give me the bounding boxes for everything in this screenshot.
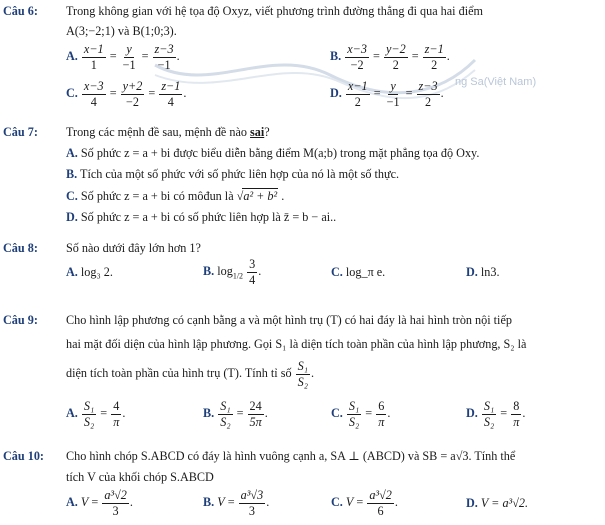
question-6-option-b[interactable]: B. $\frac{x-3}{-2}$ = $\frac{y-2}{2}$ = $\frac{z-1}{2}$ . (330, 42, 450, 72)
question-9-stem-line2: hai mặt đối diện của hình lập phương. Gọi S₁ là diện tích toàn phần của hình lập phương, S₂ là (66, 337, 527, 351)
option-d-label: D. (330, 86, 342, 101)
question-7-option-c[interactable]: C. Số phức z = a + bi có môđun là √a² + b² . (66, 189, 285, 203)
option-a-label: A. (66, 146, 78, 160)
question-6-option-d[interactable]: D. $\frac{x-1}{2}$ = $\frac{y}{-1}$ = $\frac{z-3}{2}$ . (330, 79, 444, 109)
question-10-option-d[interactable]: D. V = a³√2. (466, 496, 529, 510)
option-c-label: C. (331, 406, 343, 421)
option-c-label: C. (331, 265, 343, 279)
option-b-label: B. (330, 49, 342, 64)
question-8-label: Câu 8: (3, 241, 38, 255)
option-c-label: C. (66, 86, 78, 101)
option-d-label: D. (66, 210, 78, 224)
question-6-stem-line2: A(3;−2;1) và B(1;0;3). (66, 24, 177, 38)
option-a-label: A. (66, 406, 78, 421)
question-9-option-a[interactable]: A. $\frac{\text{S₁}}{\text{S₂}}$ = $\frac{4}{\pi}$ . (66, 399, 126, 429)
question-10-label: Câu 10: (3, 449, 44, 463)
question-6-option-a[interactable]: A. $\frac{x-1}{1}$ = $\frac{y}{-1}$ = $\frac{z-3}{-1}$ . (66, 42, 180, 72)
option-d-label: D. (466, 496, 478, 510)
option-c-label: C. (331, 495, 343, 510)
question-8-option-c[interactable]: C. log_π e. (331, 265, 386, 279)
question-8-stem: Số nào dưới đây lớn hơn 1? (66, 241, 201, 255)
question-10-option-b[interactable]: B. V = $\frac{\text{a³√3}}{3}$ . (203, 488, 270, 518)
option-a-label: A. (66, 265, 78, 279)
option-b-label: B. (203, 264, 215, 279)
question-9-stem-line3: diện tích toàn phần của hình trụ (T). Tính tỉ số $\frac{\text{S₁}}{\text{S₂}}$ . (66, 359, 314, 389)
option-d-label: D. (466, 406, 478, 421)
option-b-label: B. (203, 495, 215, 510)
question-9-stem-line1: Cho hình lập phương có cạnh bằng a và một hình trụ (T) có hai đáy là hai hình tròn nội tiếp (66, 313, 512, 327)
question-8-option-b[interactable]: B. $\log_{1/2}$ $\frac{3}{4}$ . (203, 257, 262, 287)
option-a-label: A. (66, 495, 78, 510)
option-b-label: B. (203, 406, 215, 421)
question-9-label: Câu 9: (3, 313, 38, 327)
question-7-option-d[interactable]: D. Số phức z = a + bi có số phức liên hợp là z̄ = b − ai.. (66, 210, 337, 224)
question-10-stem-line2: tích V của khối chóp S.ABCD (66, 470, 214, 484)
question-7-label: Câu 7: (3, 125, 38, 139)
question-8-option-d[interactable]: D. ln3. (466, 265, 500, 279)
option-b-label: B. (66, 167, 78, 181)
option-d-label: D. (466, 265, 478, 279)
question-10-option-c[interactable]: C. V = $\frac{\text{a³√2}}{6}$ . (331, 488, 398, 518)
question-7-keyword: sai (250, 125, 265, 139)
question-6-option-c[interactable]: C. $\frac{x-3}{4}$ = $\frac{y+2}{-2}$ = $\frac{z-1}{4}$ . (66, 79, 187, 109)
option-c-label: C. (66, 189, 78, 203)
question-7-stem: Trong các mệnh đề sau, mệnh đề nào sai? (66, 125, 270, 139)
question-10-stem-line1: Cho hình chóp S.ABCD có đáy là hình vuông cạnh a, SA ⊥ (ABCD) và SB = a√3. Tính thể (66, 449, 516, 463)
question-7-option-b[interactable]: B. Tích của một số phức với số phức liên hợp của nó là một số thực. (66, 167, 400, 181)
question-10-option-a[interactable]: A. V = $\frac{\text{a³√2}}{3}$ . (66, 488, 133, 518)
question-9-option-c[interactable]: C. $\frac{\text{S₁}}{\text{S₂}}$ = $\frac{6}{\pi}$ . (331, 399, 391, 429)
question-7-option-a[interactable]: A. Số phức z = a + bi được biểu diễn bằng điểm M(a;b) trong mặt phẳng tọa độ Oxy. (66, 146, 480, 160)
watermark-text: ng Sa(Việt Nam) (455, 76, 537, 88)
question-9-option-b[interactable]: B. $\frac{\text{S₁}}{\text{S₂}}$ = $\frac{24}{5\pi}$ . (203, 399, 268, 429)
question-9-option-d[interactable]: D. $\frac{\text{S₁}}{\text{S₂}}$ = $\frac{8}{\pi}$ . (466, 399, 526, 429)
option-a-label: A. (66, 49, 78, 64)
question-6-stem-line1: Trong không gian với hệ tọa độ Oxyz, viết phương trình đường thẳng đi qua hai điểm (66, 4, 483, 18)
question-8-option-a[interactable]: A. log₃ 2. (66, 265, 113, 279)
question-6-label: Câu 6: (3, 4, 38, 18)
